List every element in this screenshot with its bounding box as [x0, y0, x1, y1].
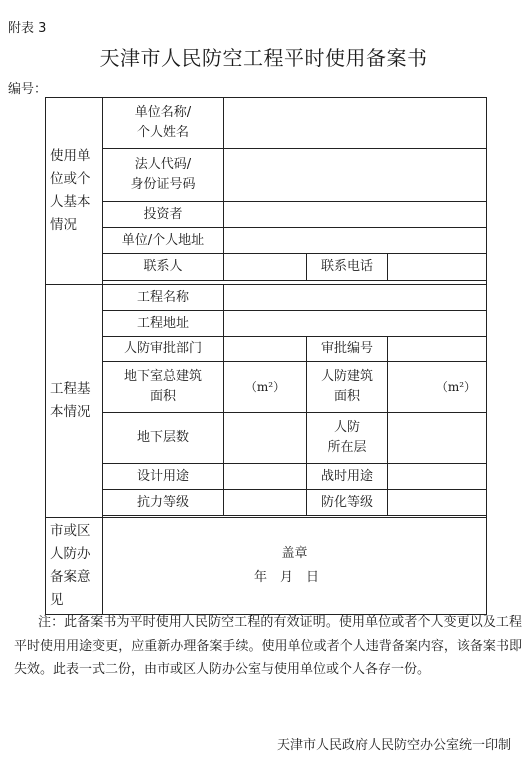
field-approval-dept[interactable]: [224, 337, 307, 362]
field-chemical-level[interactable]: [388, 490, 487, 516]
footnote: 注：此备案书为平时使用人民防空工程的有效证明。使用单位或者个人变更以及工程平时使用用途变更，应重新办理备案手续。使用单位或者个人违背备案内容，该备案书即失效。此表一式二份，由市或区人防办公室与使用单位或个人各存一份。: [14, 615, 522, 677]
field-defense-floor[interactable]: [388, 413, 487, 464]
seal-label: 盖章: [281, 546, 308, 561]
row-project-address: [46, 311, 487, 337]
label-chemical-level: 防化等级: [307, 490, 388, 516]
field-project-address[interactable]: [224, 311, 487, 337]
label-defense-floor-text: 人防 所在层: [327, 420, 367, 455]
record-form-table: [45, 97, 487, 615]
label-unit-name: [103, 98, 224, 149]
label-legal-code-text: 法人代码/ 身份证号码: [130, 157, 196, 192]
label-design-use: 设计用途: [103, 464, 224, 490]
record-opinion-field[interactable]: [103, 518, 487, 615]
field-resistance-level[interactable]: [224, 490, 307, 516]
field-legal-code[interactable]: [224, 149, 487, 202]
label-unit-name-text: 单位名称/ 个人姓名: [134, 105, 192, 140]
label-wartime-use: 战时用途: [307, 464, 388, 490]
field-investor[interactable]: [224, 202, 487, 228]
field-unit-name[interactable]: [224, 98, 487, 149]
field-underground-floors[interactable]: [224, 413, 307, 464]
label-project-name: 工程名称: [103, 285, 224, 311]
row-project-name: [46, 285, 487, 311]
field-wartime-use[interactable]: [388, 464, 487, 490]
label-civil-defense-area-text: 人防建筑 面积: [320, 369, 373, 404]
row-contact: [46, 254, 487, 281]
label-investor: 投资者: [103, 202, 224, 228]
label-civil-defense-area: [307, 362, 388, 413]
label-address: 单位/个人地址: [103, 228, 224, 254]
section-record-label: 市或区人防办备案意见: [46, 518, 103, 615]
label-underground-floors: 地下层数: [103, 413, 224, 464]
row-legal-code: [46, 149, 487, 202]
row-unit-name: [46, 98, 487, 149]
appendix-label: 附表 3: [8, 21, 47, 36]
section-project-label: 工程基本情况: [46, 285, 103, 518]
field-approval-no[interactable]: [388, 337, 487, 362]
row-use: [46, 464, 487, 490]
row-approval: [46, 337, 487, 362]
label-project-address: 工程地址: [103, 311, 224, 337]
field-basement-area[interactable]: （m²）: [224, 362, 307, 413]
date-label: 年 月 日: [254, 570, 320, 585]
row-record-opinion: [46, 518, 487, 615]
label-legal-code: [103, 149, 224, 202]
field-design-use[interactable]: [224, 464, 307, 490]
label-basement-area: [103, 362, 224, 413]
section-user-label: 使用单位或个人基本情况: [46, 98, 103, 285]
row-address: [46, 228, 487, 254]
label-phone: 联系电话: [307, 254, 388, 281]
label-basement-area-text: 地下室总建筑 面积: [123, 369, 202, 404]
row-area: [46, 362, 487, 413]
field-phone[interactable]: [388, 254, 487, 281]
label-defense-floor: [307, 413, 388, 464]
row-levels: [46, 490, 487, 516]
label-contact: 联系人: [103, 254, 224, 281]
field-project-name[interactable]: [224, 285, 487, 311]
label-approval-no: 审批编号: [307, 337, 388, 362]
printer-credit: 天津市人民政府人民防空办公室统一印制: [276, 738, 511, 753]
row-floors: [46, 413, 487, 464]
row-investor: [46, 202, 487, 228]
label-resistance-level: 抗力等级: [103, 490, 224, 516]
document-title: 天津市人民防空工程平时使用备案书: [99, 46, 428, 70]
field-contact[interactable]: [224, 254, 307, 281]
field-civil-defense-area[interactable]: （m²）: [388, 362, 487, 413]
field-address[interactable]: [224, 228, 487, 254]
serial-number-label: 编号：: [8, 82, 48, 97]
label-approval-dept: 人防审批部门: [103, 337, 224, 362]
